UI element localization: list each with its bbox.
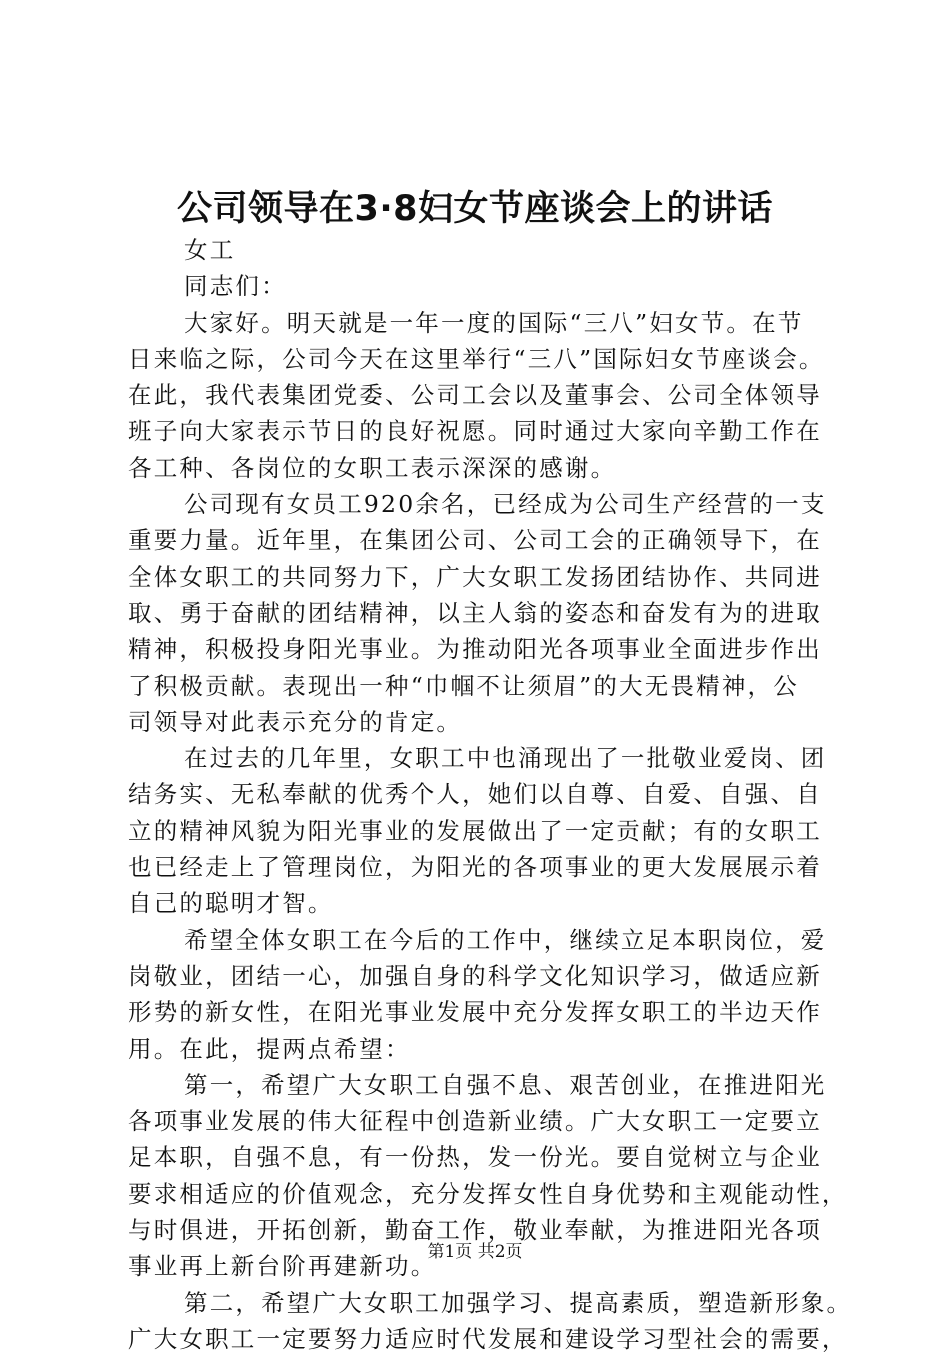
paragraph-line: 立的精神风貌为阳光事业的发展做出了一定贡献；有的女职工 — [128, 816, 822, 845]
paragraph-line: 精神，积极投身阳光事业。为推动阳光各项事业全面进步作出 — [128, 635, 822, 664]
paragraph-line: 用。在此，提两点希望： — [128, 1034, 411, 1063]
paragraph-line: 各项事业发展的伟大征程中创造新业绩。广大女职工一定要立 — [128, 1107, 822, 1136]
paragraph-line: 要求相适应的价值观念，充分发挥女性自身优势和主观能动性， — [128, 1179, 848, 1208]
paragraph-line: 取、勇于奋献的团结精神，以主人翁的姿态和奋发有为的进取 — [128, 598, 822, 627]
paragraph-line: 第二，希望广大女职工加强学习、提高素质，塑造新形象。 — [184, 1288, 853, 1317]
document-body — [128, 232, 853, 1357]
paragraph-line: 形势的新女性，在阳光事业发展中充分发挥女职工的半边天作 — [128, 998, 822, 1027]
paragraph-line: 在此，我代表集团党委、公司工会以及董事会、公司全体领导 — [128, 381, 822, 410]
paragraph-line: 在过去的几年里，女职工中也涌现出了一批敬业爱岗、团 — [184, 744, 827, 773]
paragraph-line: 希望全体女职工在今后的工作中，继续立足本职岗位，爱 — [184, 925, 827, 954]
paragraph-line: 重要力量。近年里，在集团公司、公司工会的正确领导下，在 — [128, 526, 822, 555]
paragraph-line: 了积极贡献。表现出一种“巾帼不让须眉”的大无畏精神，公 — [128, 671, 799, 700]
paragraph-line: 事业再上新台阶再建新功。 — [128, 1252, 437, 1281]
page-number-footer: 第1页 共2页 — [427, 1242, 523, 1262]
paragraph-line: 广大女职工一定要努力适应时代发展和建设学习型社会的需要， — [128, 1324, 848, 1353]
paragraph-line: 班子向大家表示节日的良好祝愿。同时通过大家向辛勤工作在 — [128, 417, 822, 446]
paragraph-line: 自己的聪明才智。 — [128, 889, 334, 918]
document-title: 公司领导在3·8妇女节座谈会上的讲话 — [176, 189, 773, 229]
paragraph-line: 岗敬业，团结一心，加强自身的科学文化知识学习，做适应新 — [128, 961, 822, 990]
paragraph-line: 也已经走上了管理岗位，为阳光的各项事业的更大发展展示着 — [128, 853, 822, 882]
salutation: 同志们： — [184, 272, 287, 301]
paragraph-line: 结务实、无私奉献的优秀个人，她们以自尊、自爱、自强、自 — [128, 780, 822, 809]
paragraph-line: 各工种、各岗位的女职工表示深深的感谢。 — [128, 453, 617, 482]
paragraph-line: 公司现有女员工920余名，已经成为公司生产经营的一支 — [184, 490, 827, 519]
paragraph-line: 司领导对此表示充分的肯定。 — [128, 707, 463, 736]
paragraph-line: 与时俱进，开拓创新，勤奋工作，敬业奉献，为推进阳光各项 — [128, 1216, 822, 1245]
author-line: 女工 — [184, 236, 236, 264]
paragraph-line: 第一，希望广大女职工自强不息、艰苦创业，在推进阳光 — [184, 1070, 827, 1099]
paragraph-line: 足本职，自强不息，有一份热，发一份光。要自觉树立与企业 — [128, 1143, 822, 1172]
paragraph-line: 日来临之际，公司今天在这里举行“三八”国际妇女节座谈会。 — [128, 344, 825, 373]
paragraph-line: 大家好。明天就是一年一度的国际“三八”妇女节。在节 — [184, 308, 804, 337]
paragraph-line: 全体女职工的共同努力下，广大女职工发扬团结协作、共同进 — [128, 562, 822, 591]
